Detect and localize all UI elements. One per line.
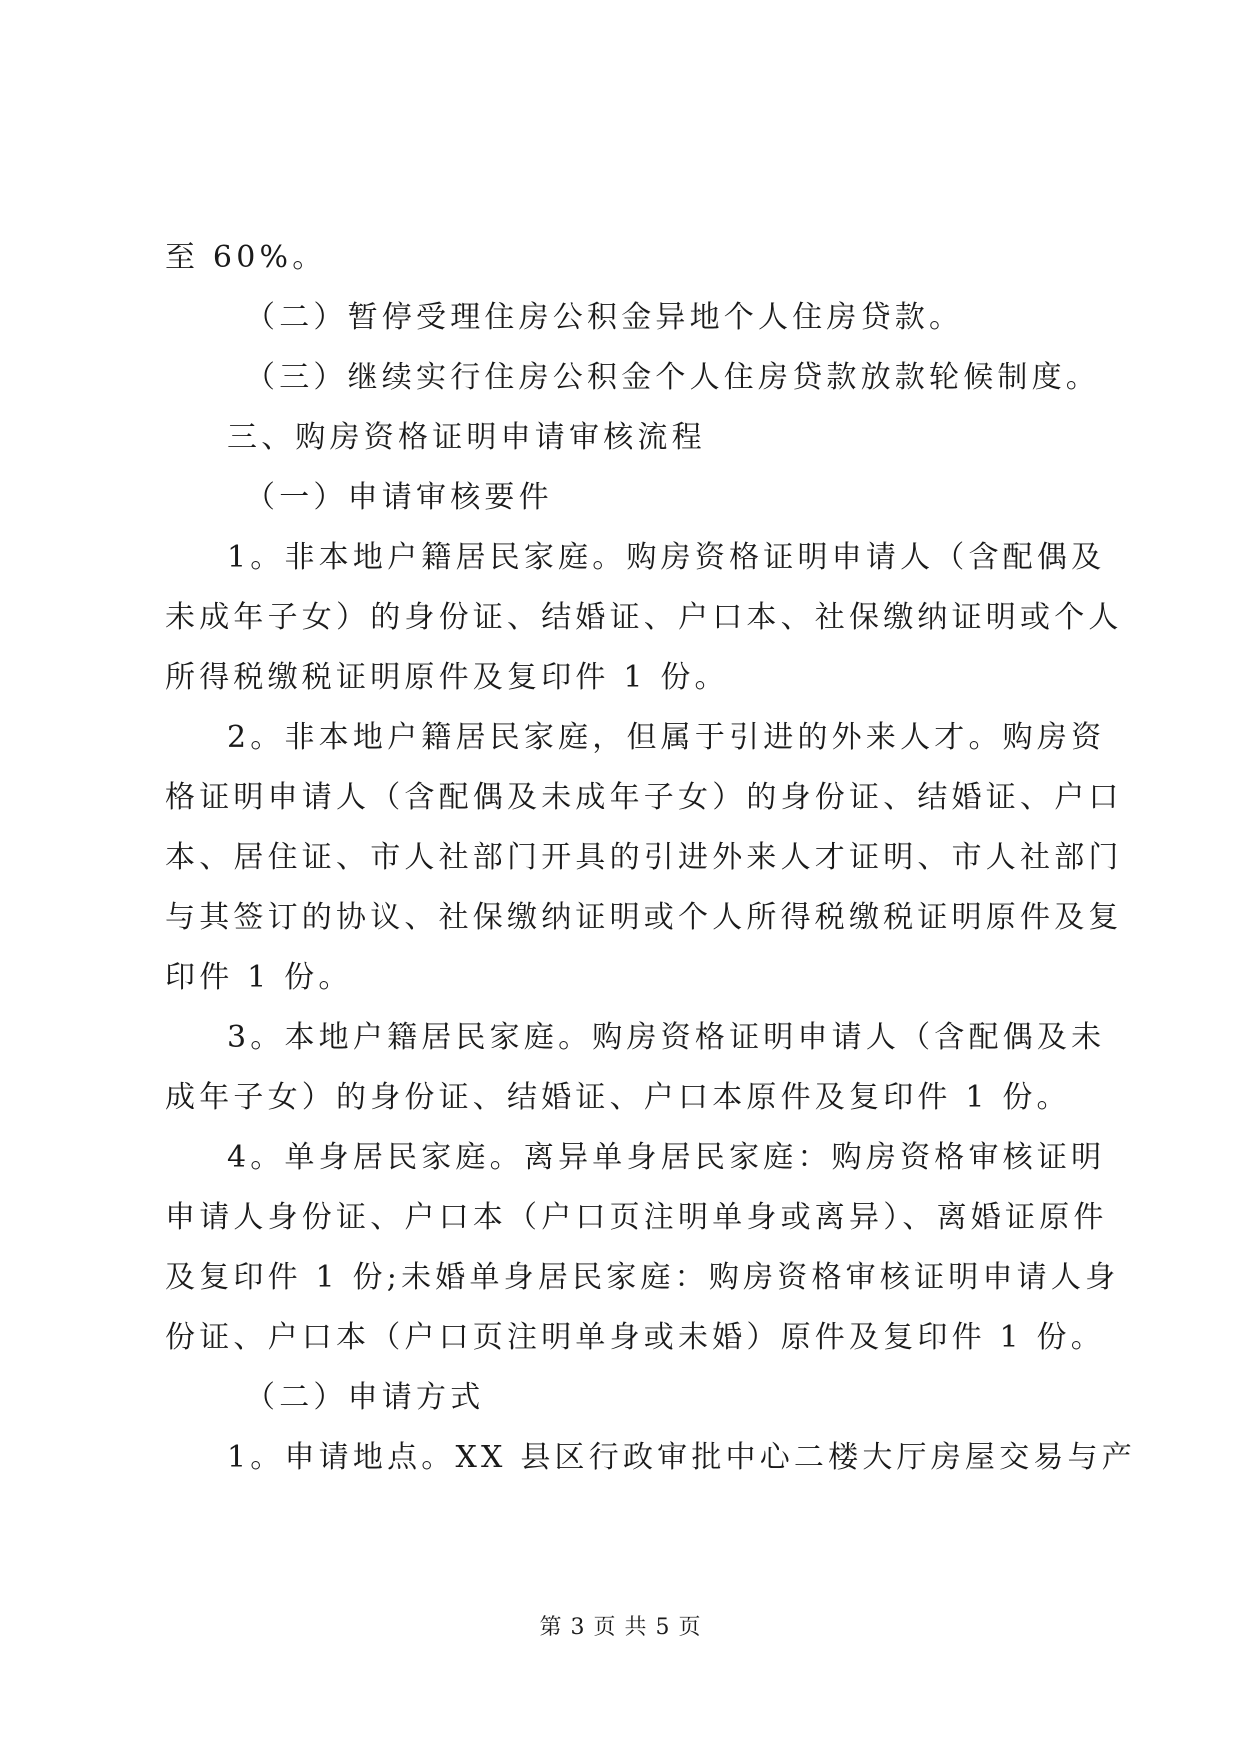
text-line: 未成年子女）的身份证、结婚证、户口本、社保缴纳证明或个人	[165, 600, 1123, 635]
text-line: 1。非本地户籍居民家庭。购房资格证明申请人（含配偶及	[227, 540, 1106, 575]
page-number-footer: 第 3 页 共 5 页	[539, 1615, 702, 1640]
text-line: 至 60%。	[165, 240, 327, 275]
text-line: 与其签订的协议、社保缴纳证明或个人所得税缴税证明原件及复	[165, 900, 1123, 935]
text-line: （三）继续实行住房公积金个人住房贷款放款轮候制度。	[245, 360, 1100, 395]
text-line: 所得税缴税证明原件及复印件 1 份。	[165, 660, 729, 695]
document-body	[165, 228, 1136, 1488]
text-line: 格证明申请人（含配偶及未成年子女）的身份证、结婚证、户口	[165, 780, 1123, 815]
text-line: 及复印件 1 份;未婚单身居民家庭：购房资格审核证明申请人身	[165, 1260, 1120, 1295]
text-line: 3。本地户籍居民家庭。购房资格证明申请人（含配偶及未	[227, 1020, 1106, 1055]
text-line: 申请人身份证、户口本（户口页注明单身或离异）、离婚证原件	[165, 1200, 1108, 1235]
text-line: 成年子女）的身份证、结婚证、户口本原件及复印件 1 份。	[165, 1080, 1071, 1115]
text-line: 份证、户口本（户口页注明单身或未婚）原件及复印件 1 份。	[165, 1320, 1105, 1355]
text-line: 2。非本地户籍居民家庭，但属于引进的外来人才。购房资	[227, 720, 1106, 755]
text-line: 4。单身居民家庭。离异单身居民家庭：购房资格审核证明	[227, 1140, 1106, 1175]
text-line: 印件 1 份。	[165, 960, 353, 995]
subsection-heading: （二）申请方式	[245, 1380, 485, 1415]
text-line: （二）暂停受理住房公积金异地个人住房贷款。	[245, 300, 964, 335]
subsection-heading: （一）申请审核要件	[245, 480, 553, 515]
text-line: 1。申请地点。XX 县区行政审批中心二楼大厅房屋交易与产	[227, 1440, 1136, 1475]
text-line: 本、居住证、市人社部门开具的引进外来人才证明、市人社部门	[165, 840, 1123, 875]
section-heading: 三、购房资格证明申请审核流程	[227, 420, 706, 455]
